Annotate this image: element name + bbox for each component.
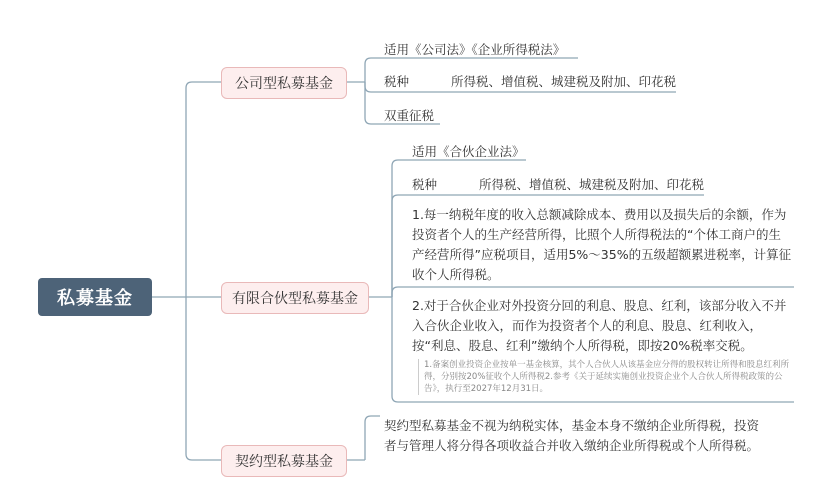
partnership-para-1-text: 1.每一纳税年度的收入总额减除成本、费用以及损失后的余额，作为投资者个人的生产经营所得，比照个人所得税法的“个体工商户的生产经营所得”应税项目，适用5%～35%的五级超额累进税率，计算征收个人所得税。 [412,207,792,282]
corporate-double-tax-leaf [384,106,434,124]
branch-corporate-label: 公司型私募基金 [235,76,333,92]
branch-contractual-label: 契约型私募基金 [235,454,333,470]
partnership-law-text: 适用《合伙企业法》 [412,144,525,159]
corporate-tax-leaf [384,72,677,90]
connector-to-corporate [186,82,221,297]
connector-contractual-desc [365,416,380,460]
branch-partnership-label: 有限合伙型私募基金 [232,291,358,307]
branch-contractual[interactable] [221,445,347,477]
partnership-tax-label: 税种 [412,177,438,192]
partnership-tax-leaf [412,175,705,193]
corporate-law-leaf [384,40,565,58]
branch-corporate[interactable] [221,67,347,99]
corporate-double-tax-text: 双重征税 [384,108,435,123]
contractual-desc-text: 契约型私募基金不视为纳税实体，基金本身不缴纳企业所得税，投资者与管理人将分得各项收益合并收入缴纳企业所得税或个人所得税。 [384,418,760,453]
partnership-footnote [418,359,796,395]
root-node[interactable] [38,278,152,316]
corporate-law-text: 适用《公司法》《企业所得税法》 [384,42,566,57]
corporate-tax-label: 税种 [384,74,410,89]
partnership-footnote-text: 1.备案创业投资企业按单一基金核算，其个人合伙人从该基金应分得的股权转让所得和股息红利所得，分别按20%征收个人所得税2.参考《关于延续实施创业投资企业个人合伙人所得税政策的公告》，执行至2027年12月31日。 [424,360,790,394]
contractual-desc [384,416,769,456]
partnership-tax-value: 所得税、增值税、城建税及附加、印花税 [479,177,705,192]
partnership-para-2-text: 2.对于合伙企业对外投资分回的利息、股息、红利，该部分收入不并入合伙企业收入，而作为投资者个人的利息、股息、红利收入，按“利息、股息、红利”缴纳个人所得税，即按20%税率交税。 [412,298,787,353]
connector-to-contractual [186,297,221,460]
corporate-tax-value: 所得税、增值税、城建税及附加、印花税 [451,74,677,89]
branch-partnership[interactable] [221,282,369,314]
root-label: 私募基金 [57,288,133,309]
partnership-para-2 [412,296,792,356]
partnership-law-leaf [412,142,525,160]
partnership-para-1 [412,205,792,285]
